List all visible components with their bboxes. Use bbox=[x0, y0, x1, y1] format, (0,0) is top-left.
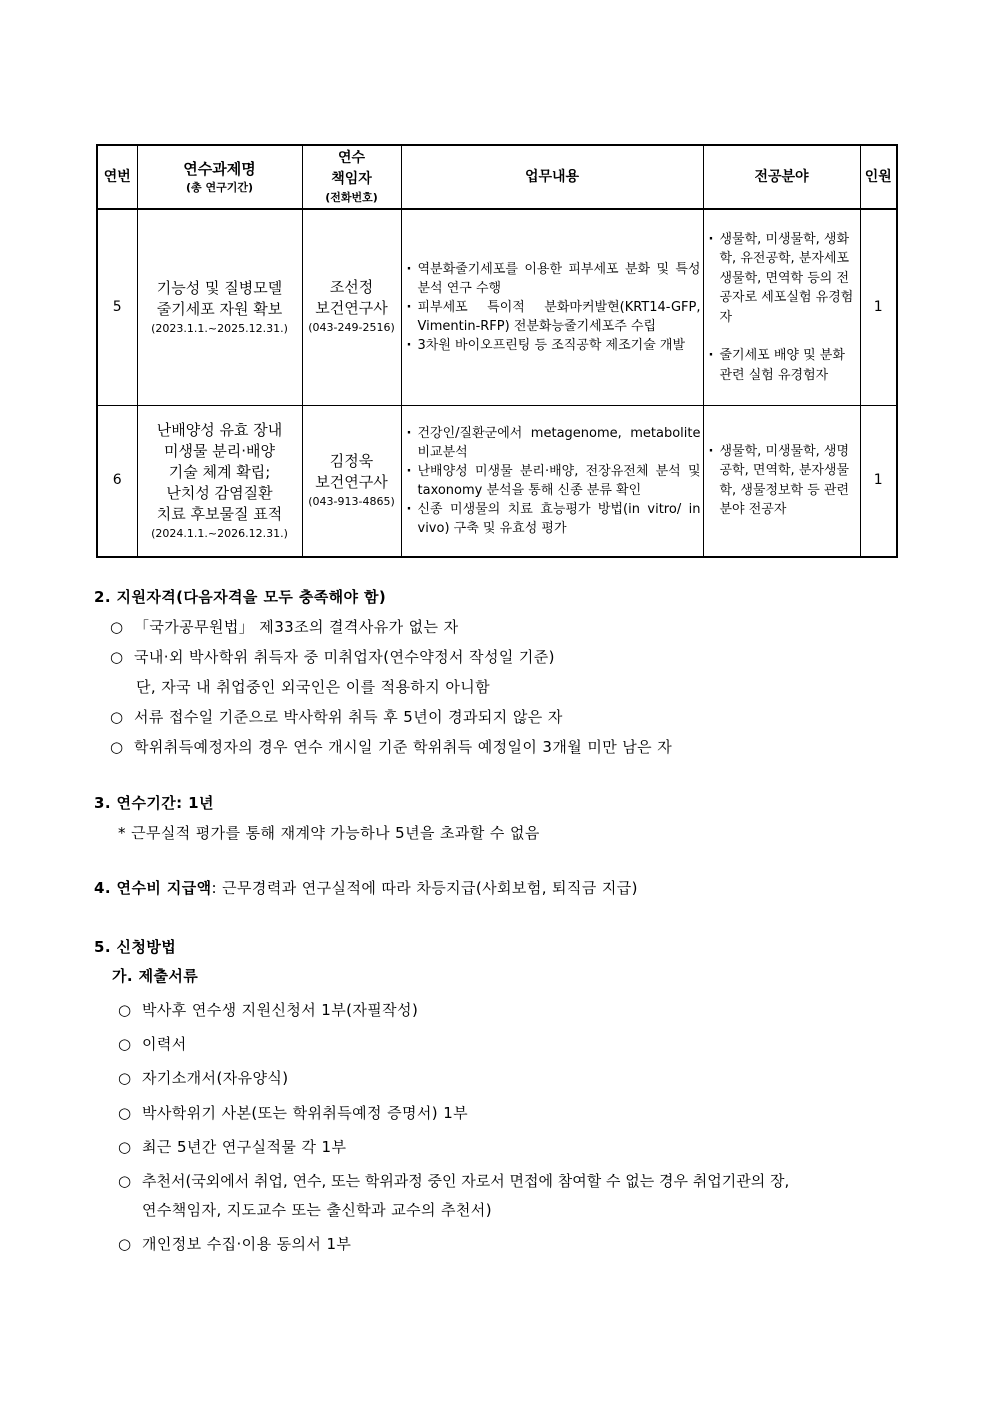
circle-bullet-icon: ○ bbox=[118, 1069, 132, 1087]
header-title: 연수과제명 (총 연구기간) bbox=[137, 145, 302, 209]
row-count: 1 bbox=[860, 405, 897, 557]
document-item: ○ 이력서 bbox=[118, 1035, 187, 1053]
project-manager: 김정욱 보건연구사 (043-913-4865) bbox=[302, 405, 401, 557]
project-manager: 조선정 보건연구사 (043-249-2516) bbox=[302, 209, 401, 405]
period-heading: 3. 연수기간: 1년 bbox=[94, 794, 214, 812]
duty-item: · 난배양성 미생물 분리·배양, 전장유전체 분석 및 taxonomy 분석을 통해 신종 분류 확인 bbox=[404, 462, 701, 500]
row-count: 1 bbox=[860, 209, 897, 405]
project-field bbox=[703, 209, 860, 405]
qualification-item: ○ 「국가공무원법」 제33조의 결격사유가 없는 자 bbox=[110, 618, 459, 636]
document-item: ○ 최근 5년간 연구실적물 각 1부 bbox=[118, 1138, 347, 1156]
duty-item: · 역분화줄기세포를 이용한 피부세포 분화 및 특성분석 연구 수행 bbox=[404, 260, 701, 298]
document-item: ○ 개인정보 수집·이용 동의서 1부 bbox=[118, 1235, 352, 1253]
circle-bullet-icon: ○ bbox=[110, 618, 124, 636]
project-field bbox=[703, 405, 860, 557]
document-item: ○ 박사학위기 사본(또는 학위취득예정 증명서) 1부 bbox=[118, 1104, 469, 1122]
qualification-heading: 2. 지원자격(다음자격을 모두 충족해야 함) bbox=[94, 588, 387, 606]
project-title: 기능성 및 질병모델 줄기세포 자원 확보 (2023.1.1.~2025.12.31.) bbox=[137, 209, 302, 405]
document-item-continued: 연수책임자, 지도교수 또는 출신학과 교수의 추천서) bbox=[142, 1201, 492, 1219]
header-count: 인원 bbox=[860, 145, 897, 209]
project-title: 난배양성 유효 장내 미생물 분리·배양 기술 체계 확립; 난치성 감염질환 치료 후보물질 표적 (2024.1.1.~2026.12.31.) bbox=[137, 405, 302, 557]
qualification-item: ○ 국내·외 박사학위 취득자 중 미취업자(연수약정서 작성일 기준) bbox=[110, 648, 555, 666]
payment-text: : 근무경력과 연구실적에 따라 차등지급(사회보험, 퇴직금 지급) bbox=[211, 879, 638, 897]
project-duties bbox=[401, 209, 703, 405]
period-note: * 근무실적 평가를 통해 재계약 가능하나 5년을 초과할 수 없음 bbox=[118, 824, 540, 842]
duty-item: · 건강인/질환군에서 metagenome, metabolite 비교분석 bbox=[404, 424, 701, 462]
duty-item: · 피부세포 특이적 분화마커발현(KRT14-GFP, Vimentin-RFP) 전분화능줄기세포주 수립 bbox=[404, 298, 701, 336]
field-item: · 생물학, 미생물학, 생명공학, 면역학, 분자생물학, 생물정보학 등 관련 분야 전공자 bbox=[706, 442, 858, 520]
circle-bullet-icon: ○ bbox=[118, 1138, 132, 1156]
qualification-item: ○ 서류 접수일 기준으로 박사학위 취득 후 5년이 경과되지 않은 자 bbox=[110, 708, 563, 726]
payment-heading: 4. 연수비 지급액 bbox=[94, 879, 212, 897]
circle-bullet-icon: ○ bbox=[110, 708, 124, 726]
circle-bullet-icon: ○ bbox=[118, 1035, 132, 1053]
row-no: 5 bbox=[97, 209, 137, 405]
circle-bullet-icon: ○ bbox=[118, 1172, 132, 1190]
research-project-table bbox=[96, 144, 898, 558]
duty-item: · 3차원 바이오프린팅 등 조직공학 제조기술 개발 bbox=[404, 336, 701, 355]
qualification-item: ○ 학위취득예정자의 경우 연수 개시일 기준 학위취득 예정일이 3개월 미만 남은 자 bbox=[110, 738, 673, 756]
circle-bullet-icon: ○ bbox=[110, 738, 124, 756]
duty-item: · 신종 미생물의 치료 효능평가 방법(in vitro/ in vivo) 구축 및 유효성 평가 bbox=[404, 500, 701, 538]
table-row bbox=[97, 405, 897, 557]
header-no: 연번 bbox=[97, 145, 137, 209]
circle-bullet-icon: ○ bbox=[118, 1104, 132, 1122]
circle-bullet-icon: ○ bbox=[110, 648, 124, 666]
apply-subheading: 가. 제출서류 bbox=[112, 967, 199, 985]
row-no: 6 bbox=[97, 405, 137, 557]
header-field: 전공분야 bbox=[703, 145, 860, 209]
table-header-row bbox=[97, 145, 897, 209]
header-manager: 연수 책임자 (전화번호) bbox=[302, 145, 401, 209]
circle-bullet-icon: ○ bbox=[118, 1001, 132, 1019]
document-item: ○ 추천서(국외에서 취업, 연수, 또는 학위과정 중인 자로서 면접에 참여할 수 없는 경우 취업기관의 장, bbox=[118, 1172, 790, 1190]
header-duties: 업무내용 bbox=[401, 145, 703, 209]
document-item: ○ 자기소개서(자유양식) bbox=[118, 1069, 289, 1087]
field-item: · 줄기세포 배양 및 분화 관련 실험 유경험자 bbox=[706, 346, 858, 385]
apply-heading: 5. 신청방법 bbox=[94, 938, 177, 956]
project-duties bbox=[401, 405, 703, 557]
document-item: ○ 박사후 연수생 지원신청서 1부(자필작성) bbox=[118, 1001, 419, 1019]
circle-bullet-icon: ○ bbox=[118, 1235, 132, 1253]
payment-line bbox=[94, 878, 638, 898]
table-row bbox=[97, 209, 897, 405]
field-item: · 생물학, 미생물학, 생화학, 유전공학, 분자세포생물학, 면역학 등의 전공자로 세포실험 유경험자 bbox=[706, 230, 858, 328]
qualification-note: 단, 자국 내 취업중인 외국인은 이를 적용하지 아니함 bbox=[136, 678, 491, 696]
